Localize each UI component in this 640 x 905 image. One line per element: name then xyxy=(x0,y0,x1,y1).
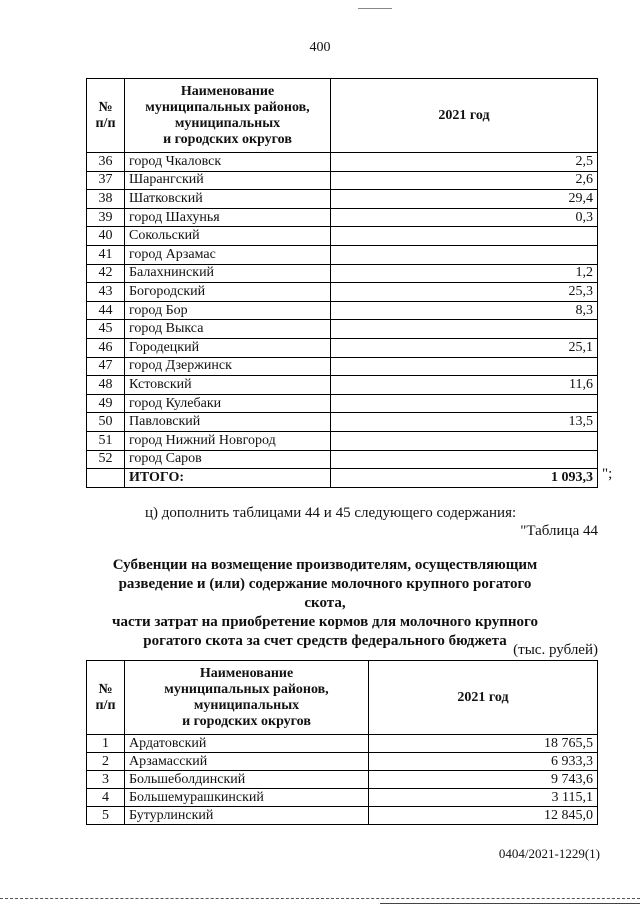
amount-value: 25,3 xyxy=(331,283,598,302)
footer-rule-short xyxy=(380,903,640,904)
total-value: 1 093,3 xyxy=(331,469,598,488)
district-name: Арзамасский xyxy=(125,753,369,771)
section-heading: Субвенции на возмещение производителям, осуществляющим разведение и (или) содержание молочного крупного рогатого скота, части затрат на приобретение кормов для молочного крупного рогатого скота за счет средств федерального бюджета xyxy=(112,557,538,649)
amount-value xyxy=(331,450,598,469)
district-name: Сокольский xyxy=(125,227,331,246)
table-row xyxy=(87,208,598,227)
district-name: Большеболдинский xyxy=(125,771,369,789)
row-number: 40 xyxy=(87,227,125,246)
table-row xyxy=(87,357,598,376)
page-number: 400 xyxy=(309,40,331,55)
amount-value xyxy=(331,394,598,413)
district-name: город Шахунья xyxy=(125,208,331,227)
table-row xyxy=(87,301,598,320)
table-row xyxy=(87,338,598,357)
amount-value: 29,4 xyxy=(331,190,598,209)
row-number: 4 xyxy=(87,789,125,807)
amount-value xyxy=(331,227,598,246)
row-number: 43 xyxy=(87,283,125,302)
header-name: Наименование муниципальных районов, муниципальных и городских округов xyxy=(125,79,331,153)
footer-rule xyxy=(0,898,640,899)
district-name: Шарангский xyxy=(125,171,331,190)
row-number: 3 xyxy=(87,771,125,789)
district-name: Городецкий xyxy=(125,338,331,357)
row-number: 42 xyxy=(87,264,125,283)
amount-value: 25,1 xyxy=(331,338,598,357)
amount-value: 0,3 xyxy=(331,208,598,227)
amount-value: 1,2 xyxy=(331,264,598,283)
amount-value: 12 845,0 xyxy=(369,807,598,825)
header-year: 2021 год xyxy=(331,79,598,153)
amount-value: 2,5 xyxy=(331,153,598,172)
row-number: 41 xyxy=(87,245,125,264)
header-year: 2021 год xyxy=(369,661,598,735)
table-header-row xyxy=(87,79,598,153)
table-row xyxy=(87,753,598,771)
district-name: город Саров xyxy=(125,450,331,469)
district-name: Кстовский xyxy=(125,376,331,395)
district-name: город Арзамас xyxy=(125,245,331,264)
amount-value: 9 743,6 xyxy=(369,771,598,789)
total-label: ИТОГО: xyxy=(125,469,331,488)
amount-value: 18 765,5 xyxy=(369,735,598,753)
subsidy-table-continued xyxy=(86,78,598,488)
header-number: № п/п xyxy=(87,661,125,735)
table-row xyxy=(87,450,598,469)
district-name: город Бор xyxy=(125,301,331,320)
district-name: Большемурашкинский xyxy=(125,789,369,807)
amount-value: 11,6 xyxy=(331,376,598,395)
table-row xyxy=(87,190,598,209)
row-number: 5 xyxy=(87,807,125,825)
district-name: город Кулебаки xyxy=(125,394,331,413)
district-name: Павловский xyxy=(125,413,331,432)
table-row xyxy=(87,394,598,413)
table-label: "Таблица 44 xyxy=(520,523,598,539)
amount-value: 8,3 xyxy=(331,301,598,320)
table-row xyxy=(87,771,598,789)
table-row xyxy=(87,413,598,432)
header-name: Наименование муниципальных районов, муниципальных и городских округов xyxy=(125,661,369,735)
row-number: 38 xyxy=(87,190,125,209)
amount-value xyxy=(331,357,598,376)
units-label: (тыс. рублей) xyxy=(513,642,598,658)
row-number: 46 xyxy=(87,338,125,357)
amount-value: 3 115,1 xyxy=(369,789,598,807)
amount-value xyxy=(331,431,598,450)
row-number: 39 xyxy=(87,208,125,227)
district-name: Шатковский xyxy=(125,190,331,209)
amount-value: 2,6 xyxy=(331,171,598,190)
district-name: Богородский xyxy=(125,283,331,302)
district-name: город Нижний Новгород xyxy=(125,431,331,450)
table-row xyxy=(87,153,598,172)
amount-value: 13,5 xyxy=(331,413,598,432)
amount-value xyxy=(331,320,598,339)
amendment-text: ц) дополнить таблицами 44 и 45 следующего содержания: xyxy=(145,505,517,521)
table-row xyxy=(87,735,598,753)
row-number: 44 xyxy=(87,301,125,320)
district-name: город Выкса xyxy=(125,320,331,339)
row-number: 36 xyxy=(87,153,125,172)
row-number: 52 xyxy=(87,450,125,469)
district-name: город Дзержинск xyxy=(125,357,331,376)
header-number: № п/п xyxy=(87,79,125,153)
table-row xyxy=(87,264,598,283)
table-row xyxy=(87,431,598,450)
scan-mark xyxy=(358,8,392,9)
district-name: город Чкаловск xyxy=(125,153,331,172)
total-empty-cell xyxy=(87,469,125,488)
table-row xyxy=(87,283,598,302)
table-row xyxy=(87,320,598,339)
table-header-row xyxy=(87,661,598,735)
amount-value: 6 933,3 xyxy=(369,753,598,771)
table-row xyxy=(87,171,598,190)
amount-value xyxy=(331,245,598,264)
row-number: 2 xyxy=(87,753,125,771)
table-row xyxy=(87,807,598,825)
district-name: Бутурлинский xyxy=(125,807,369,825)
row-number: 49 xyxy=(87,394,125,413)
row-number: 37 xyxy=(87,171,125,190)
district-name: Балахнинский xyxy=(125,264,331,283)
document-code: 0404/2021-1229(1) xyxy=(498,846,600,861)
row-number: 51 xyxy=(87,431,125,450)
row-number: 1 xyxy=(87,735,125,753)
row-number: 48 xyxy=(87,376,125,395)
closing-quote: "; xyxy=(602,466,613,482)
table-row xyxy=(87,789,598,807)
subsidy-table-44 xyxy=(86,660,598,825)
row-number: 45 xyxy=(87,320,125,339)
table-row xyxy=(87,227,598,246)
table-row xyxy=(87,245,598,264)
row-number: 47 xyxy=(87,357,125,376)
total-row xyxy=(87,469,598,488)
table-row xyxy=(87,376,598,395)
row-number: 50 xyxy=(87,413,125,432)
district-name: Ардатовский xyxy=(125,735,369,753)
